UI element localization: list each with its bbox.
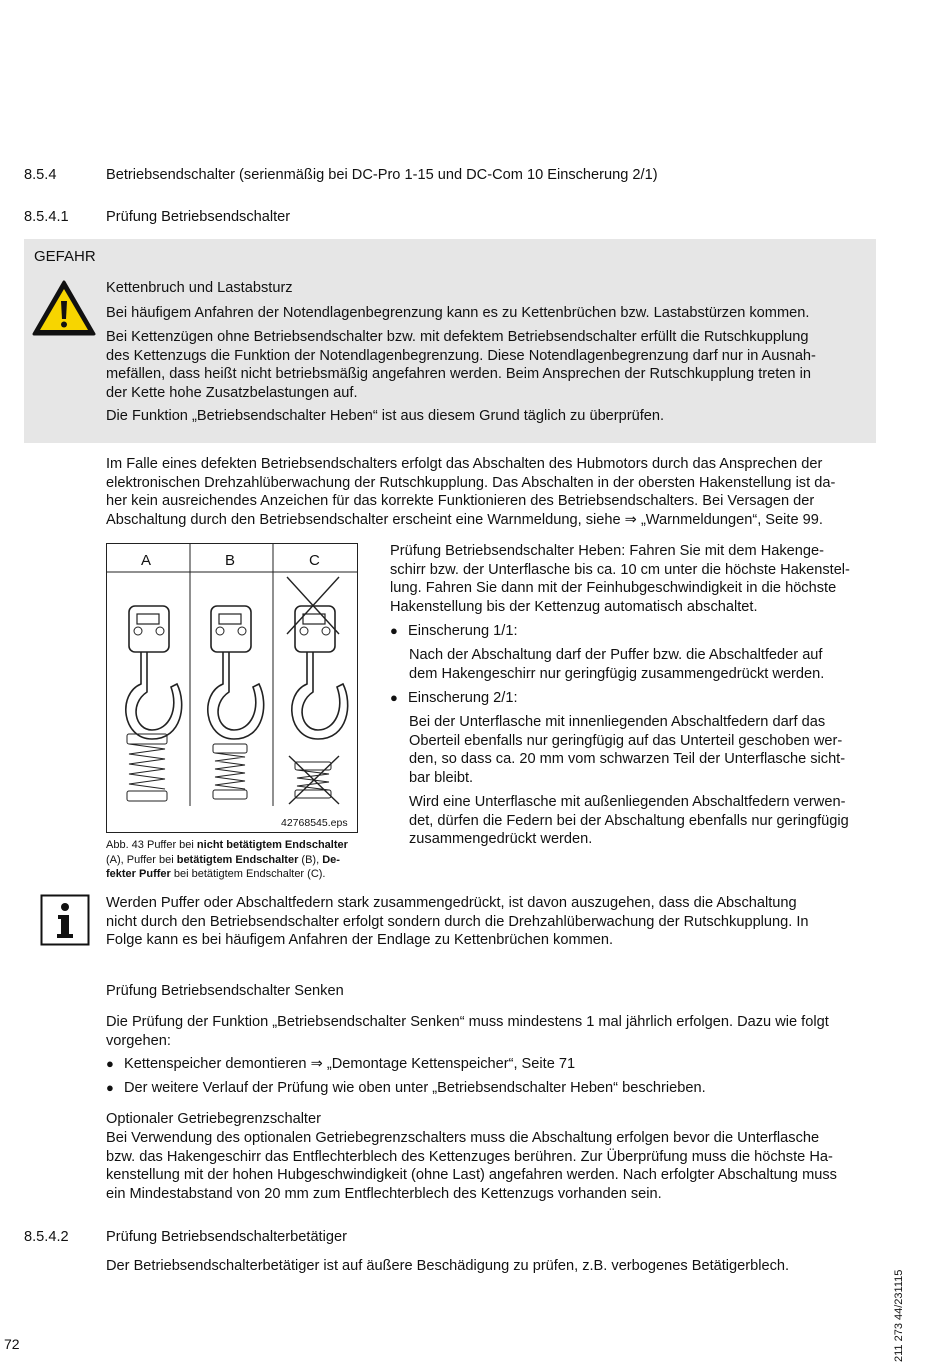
danger-intro: Bei häufigem Anfahren der Notendlagenbegrenzung kann es zu Kettenbrüchen bzw. Lastabstürzen kommen. [106,305,810,321]
hook-a-icon [126,606,182,801]
warning-triangle-icon [31,279,97,337]
heben-paragraph: Prüfung Betriebsendschalter Heben: Fahren Sie mit dem Hakenge- schirr bzw. der Unterflasche bis ca. 10 cm unter die höchste Hakenstel- lung. Fahren Sie dann mit der Feinhubgeschwindigkeit in die höchste Hakenstellung bis der Kettenzug automatisch abschaltet. [390,543,850,615]
figure-label-a: A [141,552,152,569]
subsection2-title: Prüfung Betriebsendschalterbetätiger [106,1229,347,1245]
info-text: Werden Puffer oder Abschaltfedern stark zusammengedrückt, ist davon auszugehen, dass die Abschaltung nicht durch den Betriebsendschalter erfolgt sondern durch die Drehzahlüberwachung der Rutschkupplung. In Folge kann es bei häufigem Anfahren der Endlage zu Kettenbrüchen kommen. [106,895,809,949]
senken-bullet-2: ● Der weitere Verlauf der Prüfung wie oben unter „Betriebsendschalter Heben“ beschrieben. [106,1080,706,1096]
section-title: Betriebsendschalter (serienmäßig bei DC-Pro 1-15 und DC-Com 10 Einscherung 2/1) [106,167,658,183]
hook-c-icon [287,577,348,804]
section-number: 8.5.4 [24,167,57,183]
danger-closing: Die Funktion „Betriebsendschalter Heben“ ist aus diesem Grund täglich zu überprüfen. [106,408,665,424]
danger-label: GEFAHR [34,248,96,265]
figure-file-name: 42768545.eps [281,817,348,829]
subsection-title: Prüfung Betriebsendschalter [106,209,291,225]
einscherung-1-1-text: Nach der Abschaltung darf der Puffer bzw. die Abschaltfeder auf dem Hakengeschirr nur geringfügig zusammengedrückt werden. [409,647,825,682]
figure-label-b: B [225,552,236,569]
figure-buffers [106,543,358,833]
subsection2-text: Der Betriebsendschalterbetätiger ist auf äußere Beschädigung zu prüfen, z.B. verbogenes Betätigerblech. [106,1258,790,1274]
danger-text: Bei Kettenzügen ohne Betriebsendschalter bzw. mit defektem Betriebsendschalter erfüllt die Rutschkupplung des Kettenzugs die Funktion der Notendlagenbegrenzung. Diese Notendlagenbegrenzung darf nur in Ausnah- mefällen, dass heißt nicht betriebsmäßig angefahren werden. Beim Ansprechen der Rutschkupplung treten in der Kette hohe Zusatzbelastungen auf. [106,329,816,401]
senken-bullet-1: ● Kettenspeicher demontieren ⇒ „Demontage Kettenspeicher“, Seite 71 [106,1056,576,1072]
senken-title: Prüfung Betriebsendschalter Senken [106,983,344,999]
demontage-link[interactable]: Kettenspeicher demontieren ⇒ „Demontage Kettenspeicher“, Seite 71 [124,1056,576,1072]
warnmeldungen-link[interactable]: Abschaltung durch den Betriebsendschalter erscheint eine Warnmeldung, siehe ⇒ „Warnmeldungen“, Seite 99. [106,511,823,528]
hook-b-icon [208,606,264,799]
subsection2-number: 8.5.4.2 [24,1229,69,1245]
einscherung-2-1-text: Bei der Unterflasche mit innenliegenden Abschaltfedern darf das Oberteil ebenfalls nur geringfügig auf das Unterteil geschoben wer- den, so dass ca. 20 mm vom schwarzen Teil der Unterflasche sicht- bar bleibt. [409,714,846,786]
info-icon [40,894,90,946]
figure-caption: Abb. 43 Puffer bei nicht betätigtem Endschalter (A), Puffer bei betätigtem Endschalter (B), De-fekter Puffer bei betätigtem Endschalter (C). [106,839,348,880]
intro-paragraph: Im Falle eines defekten Betriebsendschalters erfolgt das Abschalten des Hubmotors durch das Ansprechen der elektronischen Drehzahlüberwachung der Rutschkupplung. Das Abschalten in der obersten Hakenstellung ist da- her kein ausreichendes Anzeichen für das korrekte Funktionieren des Betriebsendschalters. Bei Versagen der Abschaltung durch den Betriebsendschalter erscheint eine Warnmeldung, siehe ⇒ „Warnmeldungen“, Seite 99. [106,455,876,529]
optional-text: Bei Verwendung des optionalen Getriebegrenzschalters muss die Abschaltung erfolgen bevor die Unterflasche bzw. das Hakengeschirr das Entflechterblech des Kettenzuges berühren. Zur Überprüfung muss die höchste Ha- kenstellung mit der hohen Hubgeschwindigkeit (ohne Last) angefahren werden. Nach erfolgter Abschaltung muss ein Mindestabstand von 20 mm zum Entflechterblech des Kettenzugs vorhanden sein. [106,1130,837,1202]
optional-title: Optionaler Getriebegrenzschalter [106,1111,321,1127]
einscherung-2-1-extra: Wird eine Unterflasche mit außenliegenden Abschaltfedern verwen- det, dürfen die Federn bei der Abschaltung ebenfalls nur geringfügig zusammengedrückt werden. [409,794,849,848]
heben-title: Prüfung Betriebsendschalter Heben: [390,543,626,559]
bullet-einscherung-2-1: ● Einscherung 2/1: [390,690,518,706]
bullet-einscherung-1-1: ● Einscherung 1/1: [390,623,518,639]
document-number: 211 273 44/231115 [893,1269,905,1362]
subsection-number: 8.5.4.1 [24,209,69,225]
figure-drawing [107,544,357,832]
danger-heading: Kettenbruch und Lastabsturz [106,280,293,296]
senken-text: Die Prüfung der Funktion „Betriebsendschalter Senken“ muss mindestens 1 mal jährlich erfolgen. Dazu wie folgt vorgehen: [106,1014,829,1049]
page-number: 72 [4,1336,20,1352]
figure-label-c: C [309,552,320,569]
